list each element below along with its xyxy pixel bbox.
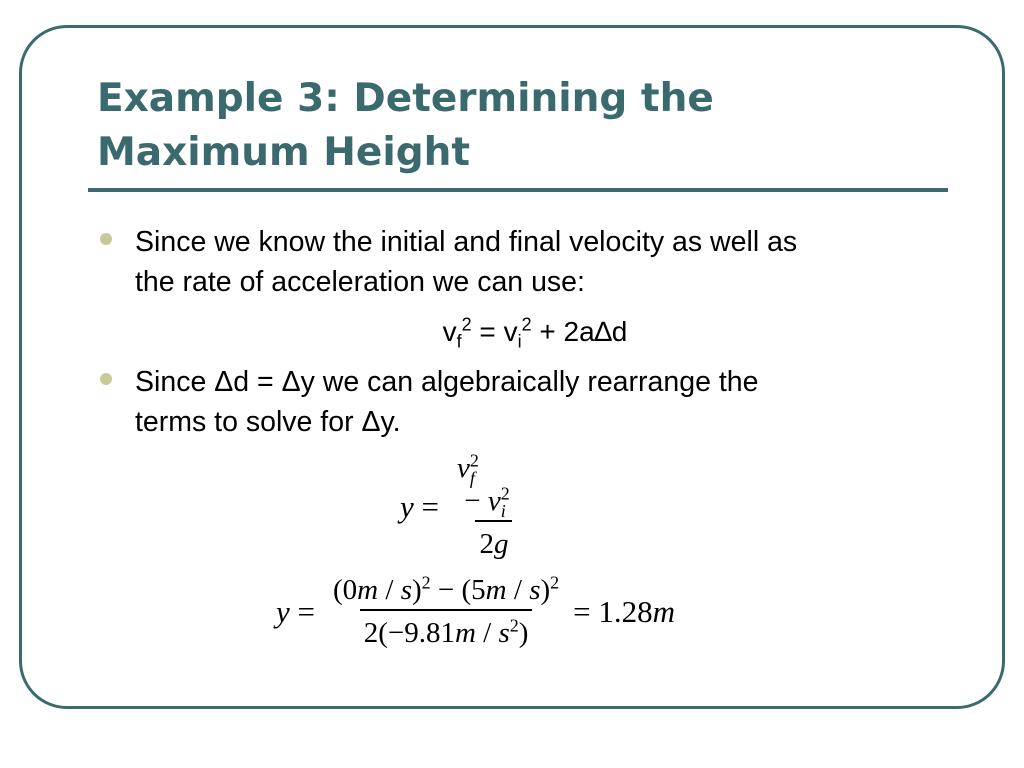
slide-title — [97, 72, 947, 180]
title-line-1: Example 3: Determining the — [97, 76, 714, 121]
calc-lhs: y = — [276, 594, 315, 629]
height-formula — [400, 452, 535, 561]
bullet-dot-icon — [100, 373, 112, 385]
bullet-item-1 — [100, 222, 950, 302]
height-formula-numerator: $v^2_f - v^2_i$ — [457, 450, 510, 521]
bullet-text-1 — [135, 222, 950, 302]
height-calculation — [276, 574, 675, 650]
bullet-1-line-1: Since we know the initial and final velocity as well as — [135, 226, 798, 258]
bullet-2-line-1: Since Δd = Δy we can algebraically rearrange the — [135, 366, 759, 398]
calc-numerator: (0m / s)$^2$ − (5m / s)$^2$ — [333, 572, 560, 606]
calc-fraction — [329, 574, 563, 650]
bullet-2-line-2: terms to solve for Δy. — [135, 406, 401, 438]
bullet-item-2 — [100, 362, 950, 442]
height-formula-denominator: 2g — [475, 520, 512, 561]
title-divider — [88, 188, 948, 192]
height-formula-lhs: y = — [400, 488, 439, 524]
calc-denominator: $2(-9.81m / s^2)$ — [360, 609, 533, 650]
title-line-2: Maximum Height — [97, 130, 471, 175]
bullet-dot-icon — [100, 233, 112, 245]
bullet-1-line-2: the rate of acceleration we can use: — [135, 266, 585, 298]
kinematic-equation: $v_f^2 = v_i^2 + 2a\Delta d$ — [442, 314, 628, 352]
height-formula-fraction — [453, 452, 535, 561]
calc-result: = 1.28m — [573, 594, 676, 629]
bullet-text-2 — [135, 362, 950, 442]
